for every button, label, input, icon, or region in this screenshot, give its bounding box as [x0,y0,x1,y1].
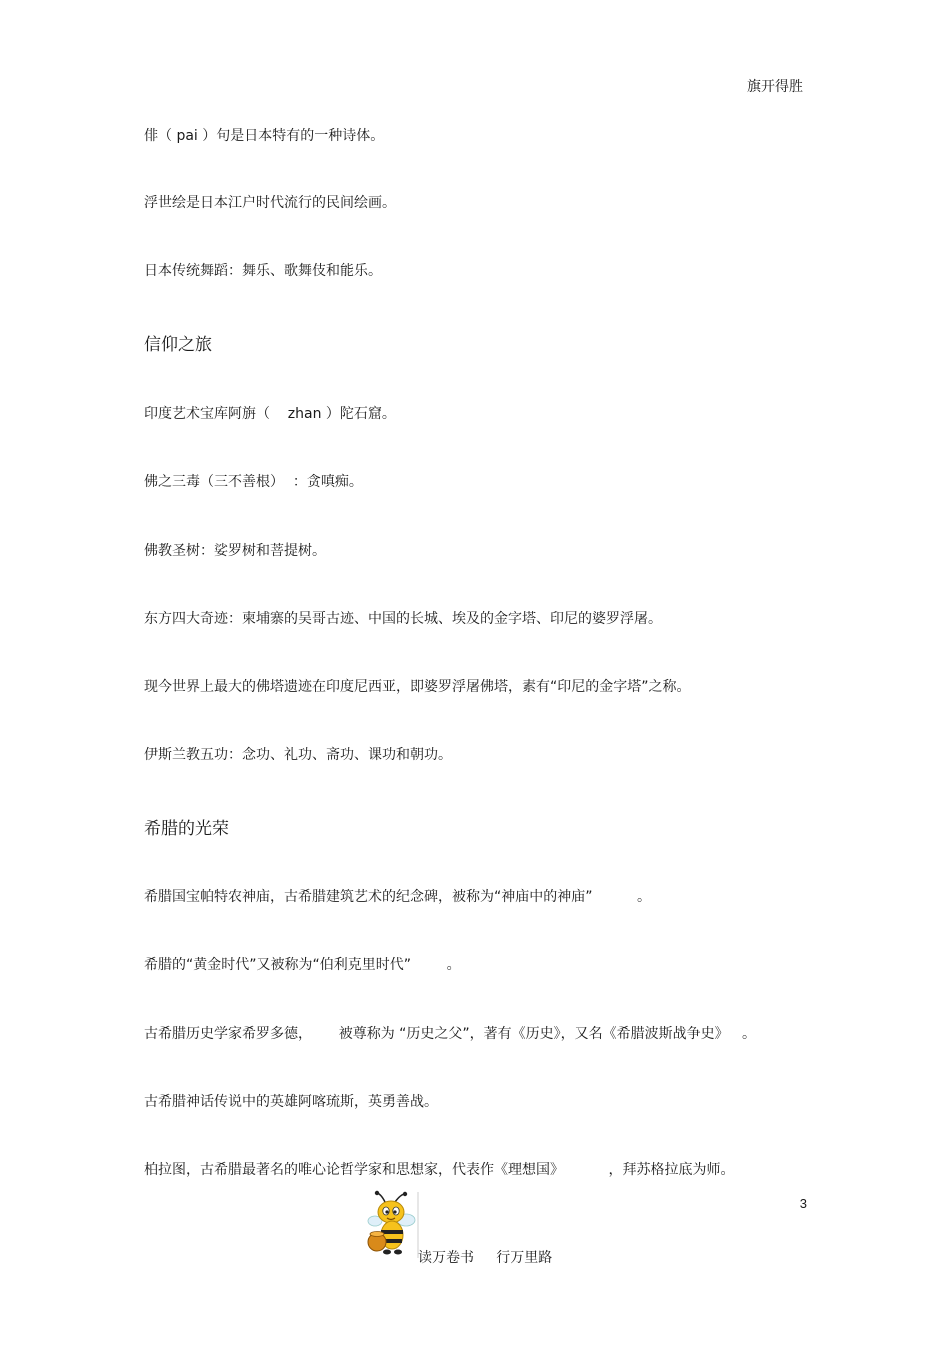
body-line: 东方四大奇迹：柬埔寨的吴哥古迹、中国的长城、埃及的金字塔、印尼的婆罗浮屠。 [144,611,662,627]
body-line: 古希腊神话传说中的英雄阿喀琉斯，英勇善战。 [144,1094,438,1110]
body-line: 伊斯兰教五功：念功、礼功、斋功、课功和朝功。 [144,747,452,763]
body-line: 佛教圣树：娑罗树和菩提树。 [144,543,326,559]
body-line: 希腊的“黄金时代”又被称为“伯利克里时代” 。 [144,957,461,973]
body-line: 俳（ pai ）句是日本特有的一种诗体。 [144,128,385,144]
body-line: 希腊国宝帕特农神庙，古希腊建筑艺术的纪念碑，被称为“神庙中的神庙” 。 [144,889,652,905]
section-heading: 信仰之旅 [144,335,212,355]
body-line: 柏拉图，古希腊最著名的唯心论哲学家和思想家，代表作《理想国》 ，拜苏格拉底为师。 [144,1162,735,1178]
body-line: 佛之三毒（三不善根） ：贪嗔痴。 [144,474,363,490]
body-line: 印度艺术宝库阿旃（ zhan ）陀石窟。 [144,406,396,422]
body-line: 浮世绘是日本江户时代流行的民间绘画。 [144,195,396,211]
body-line: 古希腊历史学家希罗多德， 被尊称为 “历史之父”，著有《历史》，又名《希腊波斯战争史》 。 [144,1026,757,1042]
page-number: 3 [799,1196,807,1211]
body-line: 现今世界上最大的佛塔遗迹在印度尼西亚，即婆罗浮屠佛塔，素有“印尼的金字塔”之称。 [144,679,691,695]
body-line: 日本传统舞蹈：舞乐、歌舞伎和能乐。 [144,263,382,279]
footer-slogan: 读万卷书 行万里路 [418,1250,553,1266]
header-motto: 旗开得胜 [747,79,803,95]
section-heading: 希腊的光荣 [144,819,229,839]
bee-mascot-icon [363,1190,419,1260]
